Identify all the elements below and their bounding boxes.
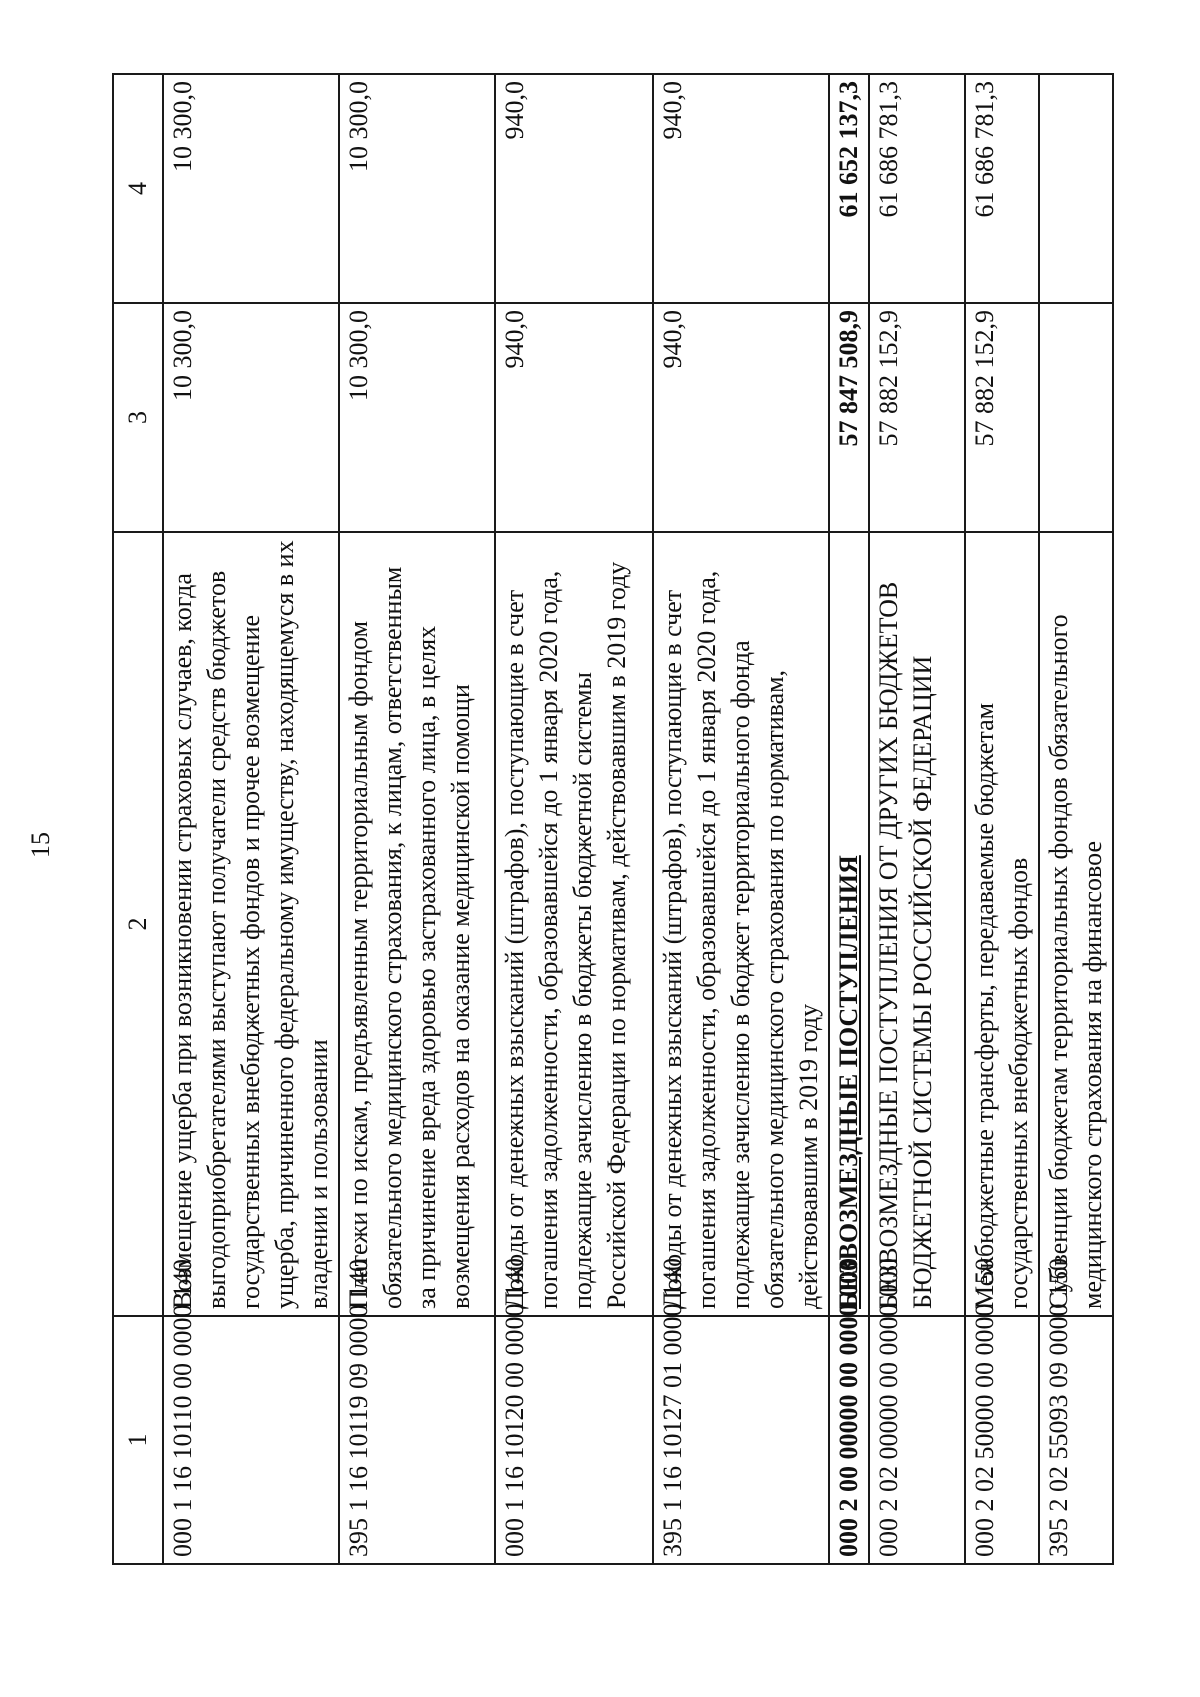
row-code: 000 1 16 10120 00 0000 140 bbox=[495, 1316, 653, 1564]
row-name: Межбюджетные трансферты, передаваемые бюджетам государственных внебюджетных фондов bbox=[965, 532, 1039, 1316]
revenue-table bbox=[112, 73, 1114, 1565]
table-row bbox=[653, 74, 829, 1564]
row-value-4: 10 300,0 bbox=[339, 74, 495, 303]
row-code: 395 2 02 55093 09 0000 150 bbox=[1039, 1316, 1113, 1564]
table-row-total bbox=[829, 74, 869, 1564]
row-name: Доходы от денежных взысканий (штрафов), поступающие в счет погашения задолженности, образовавшейся до 1 января 2020 года, подлежащие зачислению в бюджеты бюджетной системы Российской Федерации по нормативам, действовавшим в 2019 году bbox=[495, 532, 653, 1316]
column-header-4: 4 bbox=[113, 74, 163, 303]
row-name: Доходы от денежных взысканий (штрафов), поступающие в счет погашения задолженности, образовавшейся до 1 января 2020 года, подлежащие зачислению в бюджет территориального фонда обязательного медицинского страхования по нормативам, действовавшим в 2019 году bbox=[653, 532, 829, 1316]
table-row bbox=[869, 74, 965, 1564]
row-value-3: 57 847 508,9 bbox=[829, 303, 869, 532]
row-value-4: 61 652 137,3 bbox=[829, 74, 869, 303]
column-header-1: 1 bbox=[113, 1316, 163, 1564]
row-code: 000 2 02 50000 00 0000 150 bbox=[965, 1316, 1039, 1564]
column-header-3: 3 bbox=[113, 303, 163, 532]
column-header-2: 2 bbox=[113, 532, 163, 1316]
row-value-4: 61 686 781,3 bbox=[869, 74, 965, 303]
row-value-3: 10 300,0 bbox=[163, 303, 339, 532]
rotated-table-wrapper bbox=[112, 75, 1107, 1565]
table-row bbox=[163, 74, 339, 1564]
row-name: Возмещение ущерба при возникновении страховых случаев, когда выгодоприобретателями выступают получатели средств бюджетов государственных внебюджетных фондов и прочее возмещение ущерба, причиненного федеральному имуществу, находящемуся в их владении и пользовании bbox=[163, 532, 339, 1316]
table-row bbox=[965, 74, 1039, 1564]
row-code: 000 2 02 00000 00 0000 000 bbox=[869, 1316, 965, 1564]
row-value-3: 940,0 bbox=[495, 303, 653, 532]
row-name: Субвенции бюджетам территориальных фондов обязательного медицинского страхования на финансовое bbox=[1039, 532, 1113, 1316]
table-row bbox=[495, 74, 653, 1564]
row-value-4: 10 300,0 bbox=[163, 74, 339, 303]
table-header-row bbox=[113, 74, 163, 1564]
table-row bbox=[1039, 74, 1113, 1564]
row-value-4: 940,0 bbox=[653, 74, 829, 303]
row-code: 000 2 00 00000 00 0000 000 bbox=[829, 1316, 869, 1564]
row-name: БЕЗВОЗМЕЗДНЫЕ ПОСТУПЛЕНИЯ ОТ ДРУГИХ БЮДЖЕТОВ БЮДЖЕТНОЙ СИСТЕМЫ РОССИЙСКОЙ ФЕДЕРАЦИИ bbox=[869, 532, 965, 1316]
row-value-4 bbox=[1039, 74, 1113, 303]
row-value-3: 57 882 152,9 bbox=[869, 303, 965, 532]
row-value-3: 10 300,0 bbox=[339, 303, 495, 532]
row-value-3 bbox=[1039, 303, 1113, 532]
row-value-3: 57 882 152,9 bbox=[965, 303, 1039, 532]
table-row bbox=[339, 74, 495, 1564]
row-value-3: 940,0 bbox=[653, 303, 829, 532]
row-value-4: 940,0 bbox=[495, 74, 653, 303]
row-code: 395 1 16 10119 09 0000 140 bbox=[339, 1316, 495, 1564]
page-number: 15 bbox=[26, 832, 55, 858]
row-code: 395 1 16 10127 01 0000 140 bbox=[653, 1316, 829, 1564]
row-value-4: 61 686 781,3 bbox=[965, 74, 1039, 303]
row-name: БЕЗВОЗМЕЗДНЫЕ ПОСТУПЛЕНИЯ bbox=[829, 532, 869, 1316]
row-code: 000 1 16 10110 00 0000 140 bbox=[163, 1316, 339, 1564]
row-name: Платежи по искам, предъявленным территориальным фондом обязательного медицинского страхования, к лицам, ответственным за причинение вреда здоровью застрахованного лица, в целях возмещения расходов на оказание медицинской помощи bbox=[339, 532, 495, 1316]
